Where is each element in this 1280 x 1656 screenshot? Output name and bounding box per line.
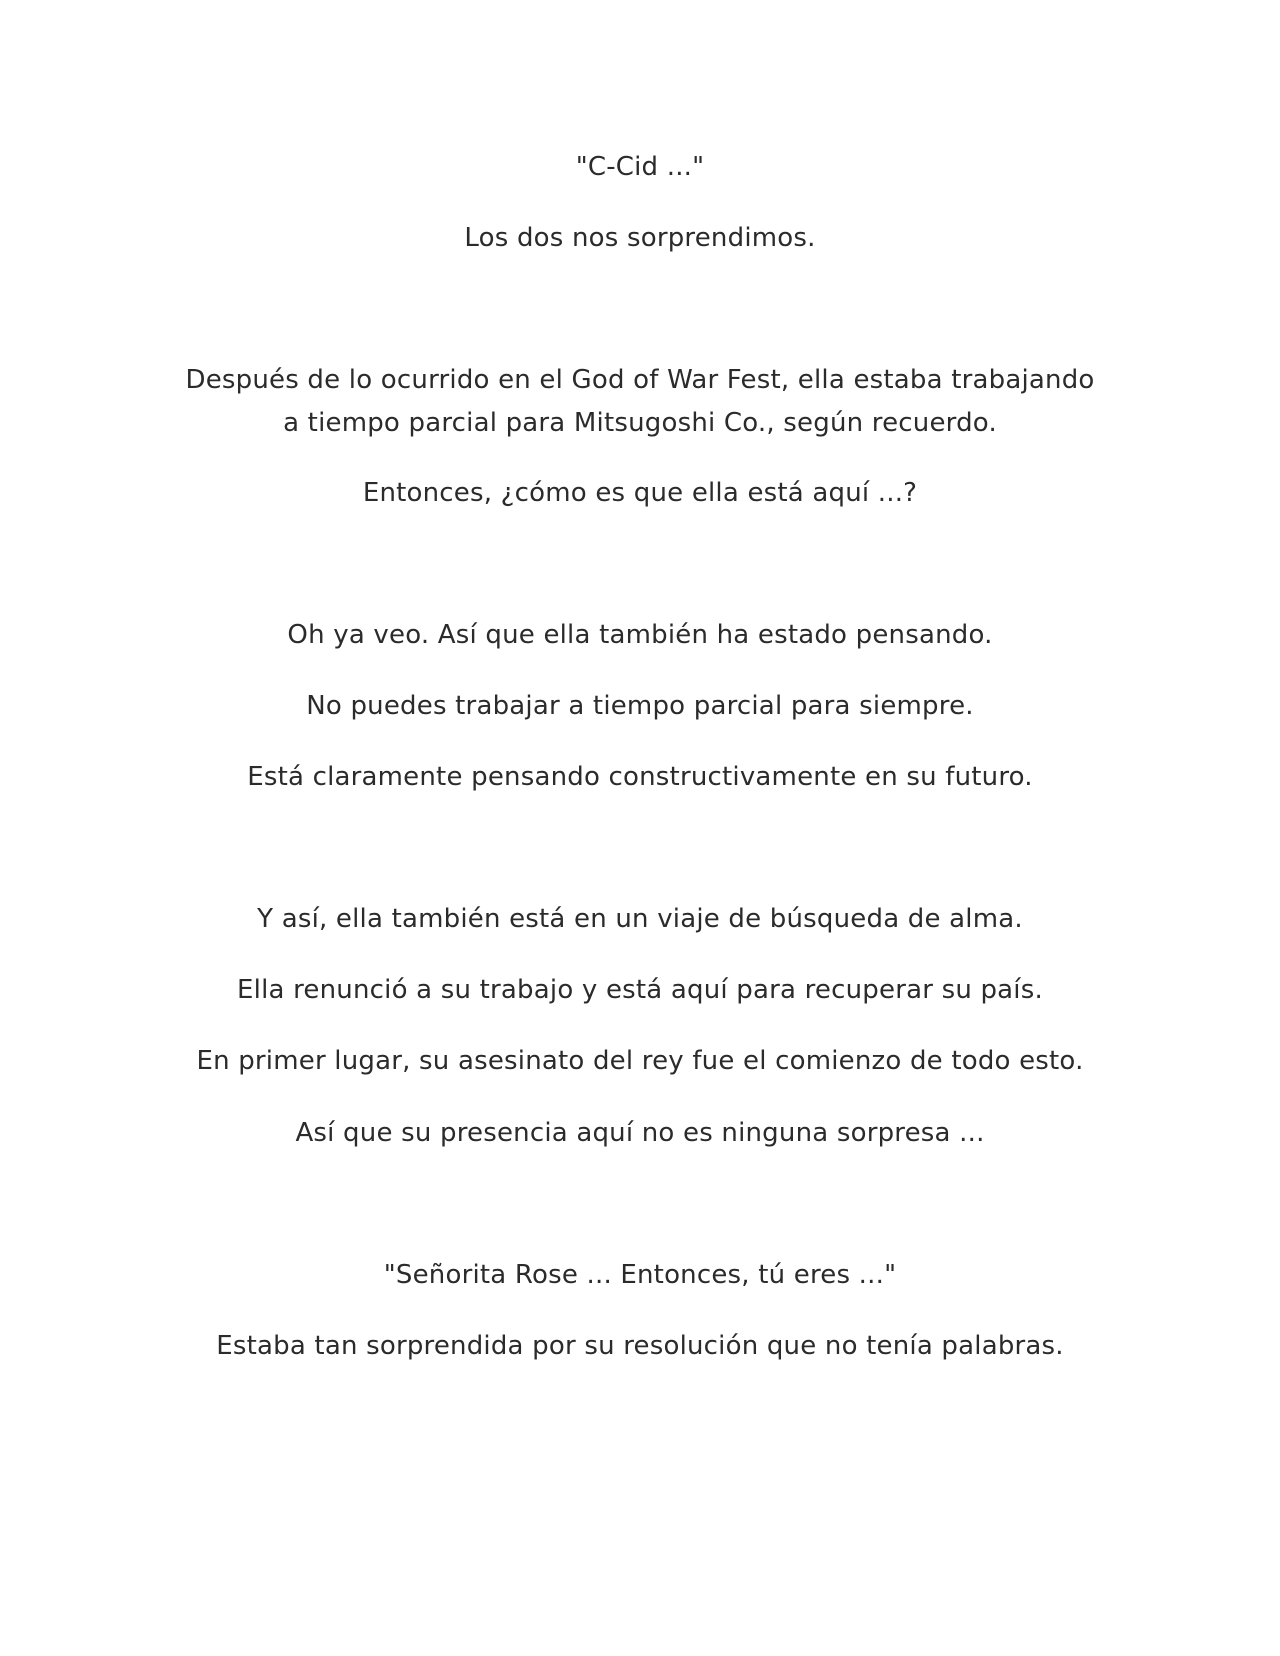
text-line: Los dos nos sorprendimos.	[464, 223, 816, 253]
paragraph-9	[160, 969, 1120, 1012]
text-line: Estaba tan sorprendida por su resolución que no tenía palabras.	[216, 1331, 1064, 1361]
paragraph-13	[160, 1325, 1120, 1368]
paragraph-11	[160, 1112, 1120, 1155]
paragraph-4	[160, 472, 1120, 515]
text-line: Oh ya veo. Así que ella también ha estado pensando.	[287, 620, 993, 650]
text-line: Está claramente pensando constructivamente en su futuro.	[247, 762, 1033, 792]
text-line: a tiempo parcial para Mitsugoshi Co., según recuerdo.	[283, 408, 997, 438]
paragraph-12	[160, 1254, 1120, 1297]
text-line: Ella renunció a su trabajo y está aquí para recuperar su país.	[237, 975, 1043, 1005]
text-line: Y así, ella también está en un viaje de búsqueda de alma.	[257, 904, 1023, 934]
text-line: Entonces, ¿cómo es que ella está aquí ...?	[362, 478, 918, 508]
text-line: Después de lo ocurrido en el God of War Fest, ella estaba trabajando	[185, 365, 1095, 395]
paragraph-7	[160, 756, 1120, 799]
paragraph-10	[160, 1040, 1120, 1083]
paragraph-3	[160, 359, 1120, 445]
text-line: "C-Cid ..."	[575, 152, 705, 182]
text-line: No puedes trabajar a tiempo parcial para siempre.	[306, 691, 974, 721]
text-line: Así que su presencia aquí no es ninguna sorpresa ...	[295, 1118, 985, 1148]
text-line: En primer lugar, su asesinato del rey fue el comienzo de todo esto.	[196, 1046, 1084, 1076]
paragraph-5	[160, 614, 1120, 657]
text-line: "Señorita Rose ... Entonces, tú eres ..."	[383, 1260, 897, 1290]
paragraph-1	[160, 146, 1120, 189]
paragraph-2	[160, 217, 1120, 260]
paragraph-6	[160, 685, 1120, 728]
paragraph-8	[160, 898, 1120, 941]
